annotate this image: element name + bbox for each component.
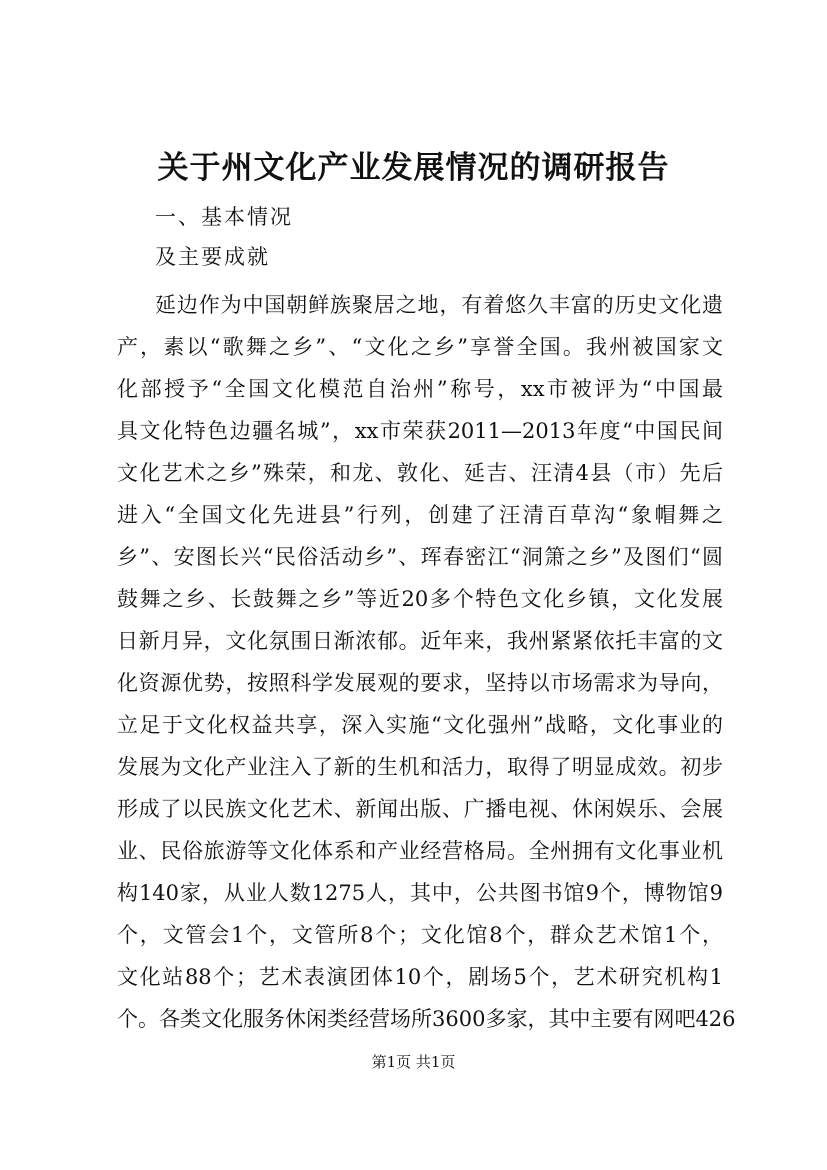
body-line: 文化艺术之乡”殊荣，和龙、敦化、延吉、汪清4县（市）先后	[117, 461, 723, 485]
body-line: 化资源优势，按照科学发展观的要求，坚持以市场需求为导向，	[117, 671, 723, 695]
body-line: 鼓舞之乡、长鼓舞之乡”等近20多个特色文化乡镇，文化发展	[117, 587, 723, 611]
section-heading: 一、基本情况	[155, 205, 293, 229]
body-line: 具文化特色边疆名城”，xx市荣获2011—2013年度“中国民间	[117, 419, 723, 443]
page-number-footer: 第1页 共1页	[371, 1053, 456, 1071]
document-title: 关于州文化产业发展情况的调研报告	[157, 150, 670, 186]
body-paragraph	[117, 284, 736, 1040]
body-line: 日新月异，文化氛围日渐浓郁。近年来，我州紧紧依托丰富的文	[117, 629, 723, 653]
body-line: 化部授予“全国文化模范自治州”称号，xx市被评为“中国最	[117, 377, 723, 401]
section-subheading: 及主要成就	[155, 245, 270, 269]
body-line: 文化站88个；艺术表演团体10个，剧场5个，艺术研究机构1	[117, 965, 723, 989]
body-line: 形成了以民族文化艺术、新闻出版、广播电视、休闲娱乐、会展	[117, 797, 723, 821]
body-line: 发展为文化产业注入了新的生机和活力，取得了明显成效。初步	[117, 755, 723, 779]
body-line: 业、民俗旅游等文化体系和产业经营格局。全州拥有文化事业机	[117, 839, 723, 863]
body-line: 延边作为中国朝鲜族聚居之地，有着悠久丰富的历史文化遗	[155, 293, 723, 317]
body-line: 立足于文化权益共享，深入实施“文化强州”战略，文化事业的	[117, 713, 723, 737]
body-line: 乡”、安图长兴“民俗活动乡”、珲春密江“洞箫之乡”及图们“圆	[117, 545, 723, 569]
body-line: 个。各类文化服务休闲类经营场所3600多家，其中主要有网吧426	[117, 1007, 736, 1031]
body-line: 进入“全国文化先进县”行列，创建了汪清百草沟“象帽舞之	[117, 503, 723, 527]
body-line: 构140家，从业人数1275人，其中，公共图书馆9个，博物馆9	[117, 881, 723, 905]
body-line: 个，文管会1个，文管所8个；文化馆8个，群众艺术馆1个，	[117, 923, 723, 947]
body-line: 产，素以“歌舞之乡”、“文化之乡”享誉全国。我州被国家文	[117, 335, 723, 359]
